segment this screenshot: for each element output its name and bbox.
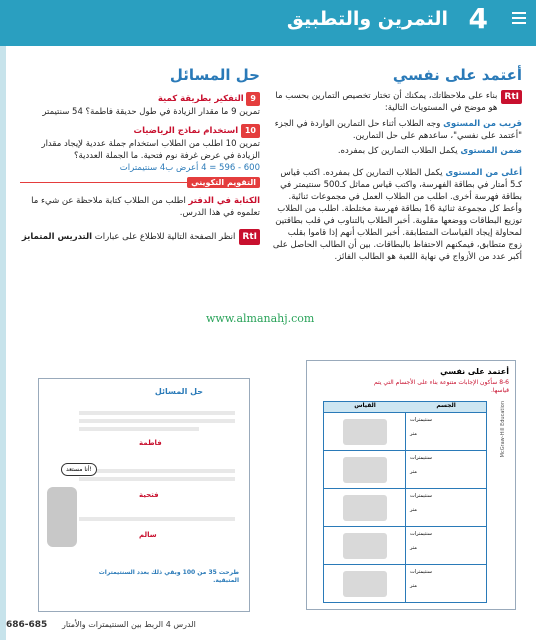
menu-icon[interactable] [512,12,526,24]
rti-icon: RtI [501,90,522,104]
exercise-badge: 9 [246,92,260,106]
col-measure: القياس [354,402,376,409]
level-label: ضمن المستوى [460,146,522,156]
measure-cell [405,527,486,564]
notebook-note [20,195,260,219]
level-text: يكمل الطلاب التمارين كل بمفرده. اكتب قياس كـ5 أمتار في بطاقة الفهرسة، واكتب قياس مماثل كـ500 سنتيمتر في بطاقة فهرسة أخرى. اطلب من الطلاب العمل في مجموعات ثنائية. وأعط كل مجموعة ثنائية 16 بطاقة فهرسة مختلطة. اطلب من الطلاب توزيع البطاقات ووضعها مقلوبة. أخبر الطلاب بالتناوب في قلب بطاقتين لمحاولة إيجاد القياسات المتطابقة. أخبر الطلاب أنهم إذا قاموا بقلب زوج متطابق، فيمكنهم الاحتفاظ بالبطاقات. بين أن الطالب الحاصل على أكبر عدد من الأزواج في نهاية اللعبة هو الطالب الفائز. [272,168,522,262]
thumb-table-row [324,488,486,526]
formative-divider [20,178,260,193]
exercise-title: التفكير بطريقة كمية [157,94,244,104]
thumb-table-row [324,564,486,602]
level-beyond [272,167,522,263]
thumb-answer-2: فتحية [139,491,159,499]
chapter-title: التمرين والتطبيق [286,8,448,30]
thumb-title: حل المسائل [154,387,203,396]
unit-m: متر [410,507,417,513]
object-picture-icon [343,495,387,521]
exercise-title: استخدام نماذج الرياضيات [133,126,239,136]
unit-cm: سنتيمترات [410,531,432,537]
intro-text: بناء على ملاحظاتك، يمكنك أن تختار تخصيص التمارين بحسب ما هو موضح في المستويات التالية: [275,91,498,113]
object-picture-icon [343,419,387,445]
exercise-badge: 10 [241,124,260,138]
unit-cm: سنتيمترات [410,569,432,575]
object-cell [324,413,405,450]
measure-cell [405,451,486,488]
lesson-number: 4 [468,2,488,35]
thumb-table-body [324,412,486,602]
level-text: وجه الطلاب أثناء حل التمارين الواردة في الجزء "أعتمد على نفسي"، ساعدهم على حل التمارين. [274,119,522,141]
exercise-9 [20,92,260,118]
formative-tag: التقويم التكويني [187,177,260,188]
measure-cell [405,413,486,450]
thumb-title: أعتمد على نفسي [440,367,509,376]
footer-lesson: الدرس 4 الربط بين السنتيمترات والأمتار [62,620,196,629]
object-cell [324,451,405,488]
unit-m: متر [410,545,417,551]
thumbnail-student-page-right[interactable] [306,360,516,610]
thumb-line [79,419,235,423]
page-numbers: 686-685 [6,620,48,630]
level-label: أعلى من المستوى [445,168,522,178]
thumb-table-row [324,450,486,488]
object-picture-icon [343,457,387,483]
watermark-text: www.almanahj.com [206,312,315,325]
page-edge [0,46,6,640]
chapter-header [0,0,536,46]
notebook-text: اطلب من الطلاب كتابة ملاحظة عن شيء ما تعلموه في هذا الدرس. [31,196,260,218]
rti-bold: التدريس المتمايز [21,232,93,242]
thumb-answer-1: فاطمة [139,439,162,447]
object-cell [324,489,405,526]
self-practice-title: أعتمد على نفسي [392,66,522,84]
rti-text: انظر الصفحة التالية للاطلاع على عبارات [94,232,236,242]
thumbnail-student-page-left[interactable] [38,378,250,612]
thumb-line [79,517,235,521]
thumb-heading: 8-6 سأكون الإجابات متنوعة بناء على الأجسام التي يتم قياسها. [374,379,509,394]
exercise-text: تمرين 10 اطلب من الطلاب استخدام جملة عددية لإيجاد مقدار الزيادة في عرض غرفة نوم فتحية. ما الجملة العددية؟ [41,139,260,161]
thumb-speech-bubble: أنا مستعد! [61,463,97,476]
unit-m: متر [410,431,417,437]
unit-cm: سنتيمترات [410,417,432,423]
thumb-answer-3: سالم [139,531,157,539]
thumb-line [79,411,235,415]
level-label: قريب من المستوى [443,119,522,129]
unit-cm: سنتيمترات [410,493,432,499]
thumb-table-row [324,412,486,450]
problem-solving-section [20,66,260,245]
exercise-text: تمرين 9 ما مقدار الزيادة في طول حديقة فاطمة؟ 54 سنتيمتر [42,107,260,117]
level-on [272,145,522,157]
page-footer [0,615,536,640]
measure-cell [405,489,486,526]
rti-note [20,229,260,245]
col-object: الجسم [436,402,456,409]
self-practice-section [272,66,522,263]
level-approaching [272,118,522,142]
unit-m: متر [410,469,417,475]
level-text: يكمل الطلاب التمارين كل بمفرده. [337,146,458,156]
measure-cell [405,565,486,602]
rti-icon: RtI [239,229,260,245]
exercise-answer: 600 - 596 = 4 أعرض ب4 سنتيمترات [119,163,260,173]
unit-m: متر [410,583,417,589]
robot-illustration-icon [47,487,77,547]
thumb-line [79,427,199,431]
thumb-table-header [324,402,486,412]
notebook-label: الكتابة في الدفتر [188,196,260,206]
thumb-publisher: McGraw-Hill Education [500,401,506,458]
object-cell [324,527,405,564]
object-cell [324,565,405,602]
thumb-table [323,401,487,603]
unit-cm: سنتيمترات [410,455,432,461]
problem-solving-title: حل المسائل [169,66,260,84]
thumb-result: طرحت 35 من 100 وبقي ذلك بعدد السنتيمترات المتبقية. [98,569,239,584]
exercise-10 [20,124,260,174]
thumb-line [79,477,235,481]
thumb-line [79,469,235,473]
thumb-table-row [324,526,486,564]
object-picture-icon [343,533,387,559]
object-picture-icon [343,571,387,597]
